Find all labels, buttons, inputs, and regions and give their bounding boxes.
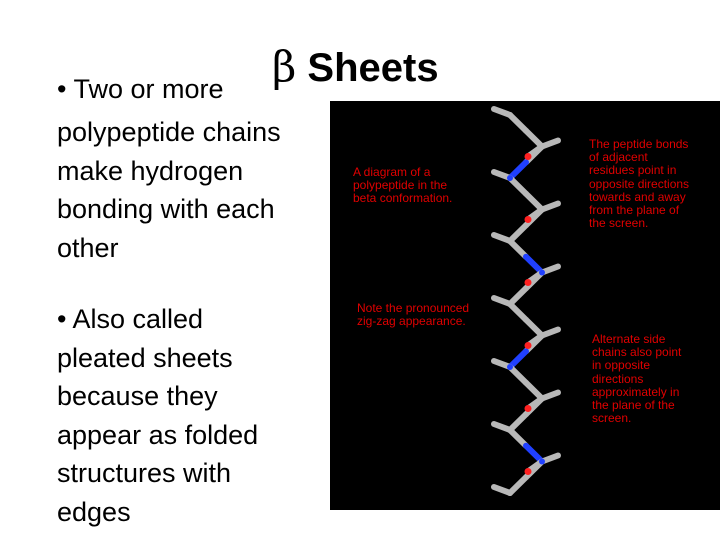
title-text: Sheets (307, 46, 439, 90)
molecule-atom (525, 342, 532, 349)
caption-zig-zag: Note the pronounced zig-zag appearance. (357, 301, 470, 329)
molecule-bond (510, 304, 526, 320)
molecule-bond (510, 430, 526, 446)
beta-conformation-figure (330, 101, 720, 510)
bullet-2 (57, 300, 327, 531)
bullet-2-line: edges (57, 496, 131, 527)
molecule-atom (539, 396, 545, 402)
molecule-bond (510, 288, 526, 304)
molecule-bond (526, 383, 542, 399)
molecule-atom (525, 468, 532, 475)
bullet-2-line: because they (57, 381, 218, 411)
molecule-atom (525, 216, 532, 223)
molecule-atom (507, 175, 513, 181)
molecule-atom (525, 405, 532, 412)
molecule-bond (510, 162, 526, 178)
molecule-atom (507, 301, 513, 307)
slide-title (272, 42, 439, 91)
molecule-atom (539, 459, 545, 465)
molecule-bond (510, 351, 526, 367)
molecule-bond (510, 477, 526, 493)
molecule-atom (539, 144, 545, 150)
molecule-bond (510, 115, 526, 131)
molecule-bond (526, 320, 542, 336)
bullet-1-lead: • Two or more (57, 74, 224, 104)
molecule-bond (526, 257, 542, 273)
molecule-atom (507, 112, 513, 118)
molecule-atom (539, 333, 545, 339)
molecule-atom (539, 207, 545, 213)
molecule-bond (526, 131, 542, 147)
molecule-atom (507, 238, 513, 244)
molecule-atom (507, 490, 513, 496)
bullet-1-body: polypeptide chains make hydrogen bonding with each other (57, 117, 281, 263)
molecule-bond (526, 194, 542, 210)
molecule-bond (526, 446, 542, 462)
bullet-2-line: pleated sheets (57, 342, 233, 373)
caption-beta-conformation: A diagram of a polypeptide in the beta conformation. (353, 165, 453, 206)
molecule-bond (510, 241, 526, 257)
molecule-bond (510, 225, 526, 241)
beta-symbol: β (272, 42, 297, 91)
molecule-bond (510, 414, 526, 430)
bullet-2-line: appear as folded (57, 419, 259, 450)
molecule-atom (539, 270, 545, 276)
molecule-bond (510, 178, 526, 194)
bullet-2-line: structures with (57, 458, 232, 488)
bullet-2-line: • Also called (57, 304, 204, 334)
caption-peptide-bonds: The peptide bonds of adjacent residues point in opposite directions towards and away from the plane of the screen. (589, 137, 690, 231)
molecule-atom (525, 153, 532, 160)
molecule-atom (507, 427, 513, 433)
caption-side-chains: Alternate side chains also point in opposite directions approximately in the plane of the screen. (592, 332, 682, 426)
molecule-atom (525, 279, 532, 286)
molecule-atom (507, 364, 513, 370)
molecule-bond (510, 367, 526, 383)
